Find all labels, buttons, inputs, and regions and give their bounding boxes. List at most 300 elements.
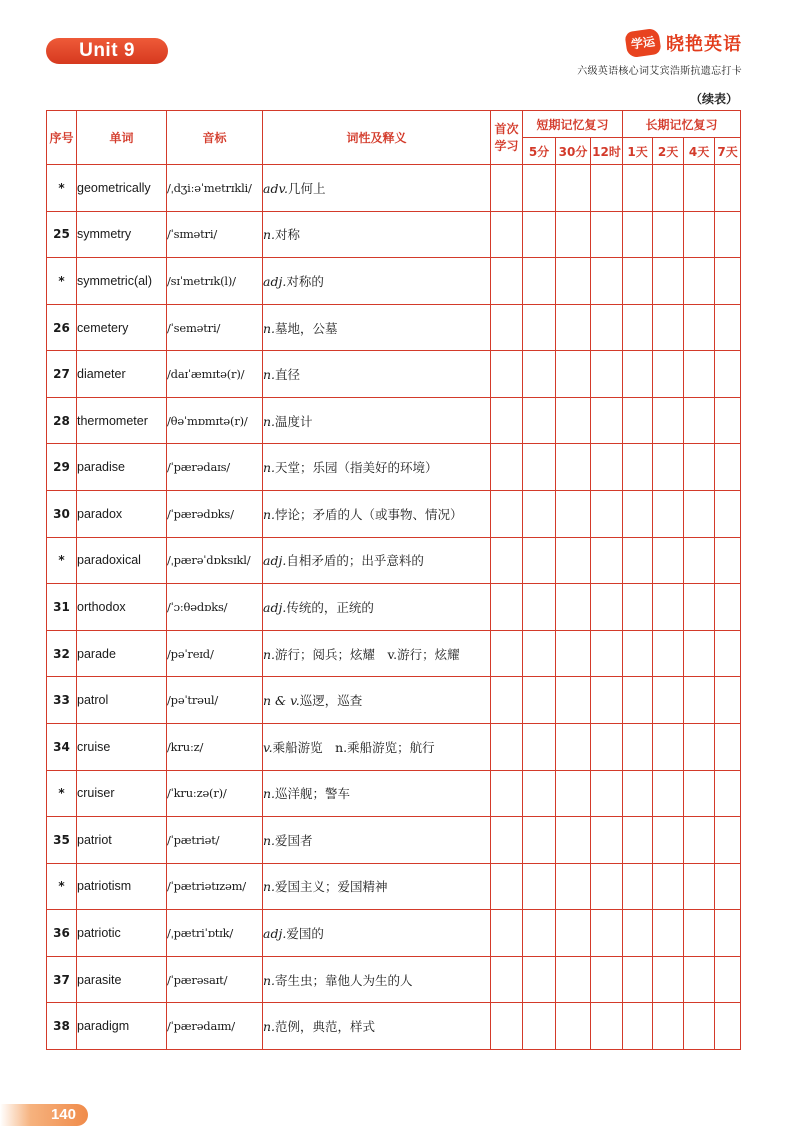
5min-checkbox[interactable] xyxy=(523,677,556,724)
30min-checkbox[interactable] xyxy=(556,770,591,817)
7day-checkbox[interactable] xyxy=(715,817,741,864)
4day-checkbox[interactable] xyxy=(684,584,715,631)
header-5min: 5分 xyxy=(523,138,556,165)
meaning-cell xyxy=(263,677,491,724)
7day-checkbox[interactable] xyxy=(715,770,741,817)
7day-checkbox[interactable] xyxy=(715,1003,741,1050)
5min-checkbox[interactable] xyxy=(523,956,556,1003)
table-row xyxy=(47,351,741,398)
table-row xyxy=(47,444,741,491)
first-study-checkbox[interactable] xyxy=(491,1003,523,1050)
1day-checkbox[interactable] xyxy=(623,770,653,817)
1day-checkbox[interactable] xyxy=(623,258,653,305)
phonetic-cell: /ˈsɪmətri/ xyxy=(167,211,263,258)
12h-checkbox[interactable] xyxy=(591,956,623,1003)
4day-checkbox[interactable] xyxy=(684,444,715,491)
12h-checkbox[interactable] xyxy=(591,537,623,584)
4day-checkbox[interactable] xyxy=(684,677,715,724)
header-first-study: 首次学习 xyxy=(491,111,523,165)
phonetic-cell: /ˈkruːzə(r)/ xyxy=(167,770,263,817)
word-cell: thermometer xyxy=(77,397,167,444)
meaning-cell xyxy=(263,258,491,305)
part-of-speech: n. xyxy=(263,320,276,336)
first-study-checkbox[interactable] xyxy=(491,491,523,538)
5min-checkbox[interactable] xyxy=(523,351,556,398)
5min-checkbox[interactable] xyxy=(523,770,556,817)
1day-checkbox[interactable] xyxy=(623,537,653,584)
definition-text: 乘船游览 n.乘船游览；航行 xyxy=(272,739,435,755)
first-study-checkbox[interactable] xyxy=(491,817,523,864)
table-row xyxy=(47,397,741,444)
meaning-cell xyxy=(263,211,491,258)
5min-checkbox[interactable] xyxy=(523,1003,556,1050)
2day-checkbox[interactable] xyxy=(653,397,684,444)
phonetic-cell: /ˌdʒiːəˈmetrɪkli/ xyxy=(167,165,263,212)
2day-checkbox[interactable] xyxy=(653,910,684,957)
part-of-speech: n. xyxy=(263,879,276,895)
30min-checkbox[interactable] xyxy=(556,491,591,538)
row-number: 26 xyxy=(47,304,77,351)
part-of-speech: n. xyxy=(263,646,276,662)
7day-checkbox[interactable] xyxy=(715,723,741,770)
phonetic-cell: /θəˈmɒmɪtə(r)/ xyxy=(167,397,263,444)
phonetic-cell: /ˈɔːθədɒks/ xyxy=(167,584,263,631)
meaning-cell xyxy=(263,165,491,212)
7day-checkbox[interactable] xyxy=(715,211,741,258)
header-30min: 30分 xyxy=(556,138,591,165)
30min-checkbox[interactable] xyxy=(556,444,591,491)
part-of-speech: adj. xyxy=(263,553,287,569)
7day-checkbox[interactable] xyxy=(715,863,741,910)
phonetic-cell: /ˈpætriət/ xyxy=(167,817,263,864)
table-row xyxy=(47,956,741,1003)
table-row xyxy=(47,165,741,212)
12h-checkbox[interactable] xyxy=(591,304,623,351)
2day-checkbox[interactable] xyxy=(653,956,684,1003)
phonetic-cell: /sɪˈmetrɪk(l)/ xyxy=(167,258,263,305)
row-number: 27 xyxy=(47,351,77,398)
part-of-speech: n. xyxy=(263,367,276,383)
word-cell: patrol xyxy=(77,677,167,724)
7day-checkbox[interactable] xyxy=(715,351,741,398)
7day-checkbox[interactable] xyxy=(715,677,741,724)
first-study-checkbox[interactable] xyxy=(491,397,523,444)
vocab-table xyxy=(46,110,741,1050)
first-study-checkbox[interactable] xyxy=(491,723,523,770)
definition-text: 对称 xyxy=(275,227,301,243)
part-of-speech: adv. xyxy=(263,180,289,196)
12h-checkbox[interactable] xyxy=(591,444,623,491)
first-study-checkbox[interactable] xyxy=(491,444,523,491)
30min-checkbox[interactable] xyxy=(556,677,591,724)
table-row xyxy=(47,863,741,910)
part-of-speech: n. xyxy=(263,972,276,988)
1day-checkbox[interactable] xyxy=(623,584,653,631)
table-row xyxy=(47,211,741,258)
definition-text: 直径 xyxy=(275,367,301,383)
5min-checkbox[interactable] xyxy=(523,444,556,491)
meaning-cell xyxy=(263,770,491,817)
30min-checkbox[interactable] xyxy=(556,956,591,1003)
header-2day: 2天 xyxy=(653,138,684,165)
5min-checkbox[interactable] xyxy=(523,211,556,258)
30min-checkbox[interactable] xyxy=(556,304,591,351)
definition-text: 爱国的 xyxy=(286,926,324,942)
vocab-body xyxy=(47,165,741,1050)
row-number: * xyxy=(47,863,77,910)
word-cell: symmetric(al) xyxy=(77,258,167,305)
row-number: 28 xyxy=(47,397,77,444)
4day-checkbox[interactable] xyxy=(684,630,715,677)
first-study-checkbox[interactable] xyxy=(491,770,523,817)
definition-text: 几何上 xyxy=(288,180,326,196)
2day-checkbox[interactable] xyxy=(653,444,684,491)
2day-checkbox[interactable] xyxy=(653,537,684,584)
30min-checkbox[interactable] xyxy=(556,910,591,957)
30min-checkbox[interactable] xyxy=(556,351,591,398)
first-study-checkbox[interactable] xyxy=(491,304,523,351)
first-study-checkbox[interactable] xyxy=(491,910,523,957)
4day-checkbox[interactable] xyxy=(684,956,715,1003)
word-cell: orthodox xyxy=(77,584,167,631)
row-number: 36 xyxy=(47,910,77,957)
30min-checkbox[interactable] xyxy=(556,817,591,864)
meaning-cell xyxy=(263,863,491,910)
12h-checkbox[interactable] xyxy=(591,211,623,258)
first-study-checkbox[interactable] xyxy=(491,677,523,724)
meaning-cell xyxy=(263,584,491,631)
row-number: * xyxy=(47,258,77,305)
header-index: 序号 xyxy=(47,111,77,165)
4day-checkbox[interactable] xyxy=(684,258,715,305)
30min-checkbox[interactable] xyxy=(556,397,591,444)
5min-checkbox[interactable] xyxy=(523,863,556,910)
7day-checkbox[interactable] xyxy=(715,910,741,957)
table-row xyxy=(47,1003,741,1050)
1day-checkbox[interactable] xyxy=(623,351,653,398)
word-cell: paradoxical xyxy=(77,537,167,584)
5min-checkbox[interactable] xyxy=(523,491,556,538)
first-study-checkbox[interactable] xyxy=(491,863,523,910)
7day-checkbox[interactable] xyxy=(715,304,741,351)
7day-checkbox[interactable] xyxy=(715,397,741,444)
1day-checkbox[interactable] xyxy=(623,630,653,677)
1day-checkbox[interactable] xyxy=(623,863,653,910)
4day-checkbox[interactable] xyxy=(684,817,715,864)
30min-checkbox[interactable] xyxy=(556,211,591,258)
row-number: 38 xyxy=(47,1003,77,1050)
meaning-cell xyxy=(263,630,491,677)
row-number: * xyxy=(47,770,77,817)
2day-checkbox[interactable] xyxy=(653,304,684,351)
4day-checkbox[interactable] xyxy=(684,863,715,910)
part-of-speech: v. xyxy=(263,739,273,755)
part-of-speech: adj. xyxy=(263,273,287,289)
definition-text: 游行；阅兵；炫耀 v.游行；炫耀 xyxy=(275,646,460,662)
5min-checkbox[interactable] xyxy=(523,304,556,351)
header-short-review: 短期记忆复习 xyxy=(523,111,623,138)
2day-checkbox[interactable] xyxy=(653,630,684,677)
30min-checkbox[interactable] xyxy=(556,723,591,770)
part-of-speech: n. xyxy=(263,227,276,243)
first-study-checkbox[interactable] xyxy=(491,351,523,398)
12h-checkbox[interactable] xyxy=(591,630,623,677)
table-row xyxy=(47,910,741,957)
phonetic-cell: /pəˈtrəul/ xyxy=(167,677,263,724)
definition-text: 巡逻，巡查 xyxy=(299,693,363,709)
5min-checkbox[interactable] xyxy=(523,397,556,444)
table-row xyxy=(47,491,741,538)
word-cell: parasite xyxy=(77,956,167,1003)
word-cell: patriotic xyxy=(77,910,167,957)
5min-checkbox[interactable] xyxy=(523,165,556,212)
header-word: 单词 xyxy=(77,111,167,165)
5min-checkbox[interactable] xyxy=(523,537,556,584)
meaning-cell xyxy=(263,817,491,864)
header-1day: 1天 xyxy=(623,138,653,165)
12h-checkbox[interactable] xyxy=(591,723,623,770)
brand-subtitle: 六级英语核心词艾宾浩斯抗遗忘打卡 xyxy=(577,66,742,77)
word-cell: parade xyxy=(77,630,167,677)
30min-checkbox[interactable] xyxy=(556,537,591,584)
4day-checkbox[interactable] xyxy=(684,491,715,538)
12h-checkbox[interactable] xyxy=(591,491,623,538)
page-number: 140 xyxy=(0,1104,88,1126)
table-row xyxy=(47,304,741,351)
30min-checkbox[interactable] xyxy=(556,165,591,212)
continued-label: （续表） xyxy=(689,92,738,106)
1day-checkbox[interactable] xyxy=(623,491,653,538)
brand-name: 晓艳英语 xyxy=(666,34,742,55)
table-row xyxy=(47,723,741,770)
part-of-speech: n. xyxy=(263,413,276,429)
part-of-speech: adj. xyxy=(263,599,287,615)
table-row xyxy=(47,258,741,305)
12h-checkbox[interactable] xyxy=(591,584,623,631)
first-study-checkbox[interactable] xyxy=(491,258,523,305)
4day-checkbox[interactable] xyxy=(684,910,715,957)
12h-checkbox[interactable] xyxy=(591,770,623,817)
2day-checkbox[interactable] xyxy=(653,723,684,770)
table-row xyxy=(47,817,741,864)
part-of-speech: n. xyxy=(263,460,276,476)
meaning-cell xyxy=(263,723,491,770)
header-12h: 12时 xyxy=(591,138,623,165)
word-cell: cruise xyxy=(77,723,167,770)
12h-checkbox[interactable] xyxy=(591,910,623,957)
12h-checkbox[interactable] xyxy=(591,397,623,444)
7day-checkbox[interactable] xyxy=(715,584,741,631)
row-number: 33 xyxy=(47,677,77,724)
1day-checkbox[interactable] xyxy=(623,677,653,724)
7day-checkbox[interactable] xyxy=(715,444,741,491)
meaning-cell xyxy=(263,537,491,584)
7day-checkbox[interactable] xyxy=(715,165,741,212)
2day-checkbox[interactable] xyxy=(653,351,684,398)
word-cell: paradox xyxy=(77,491,167,538)
1day-checkbox[interactable] xyxy=(623,165,653,212)
5min-checkbox[interactable] xyxy=(523,910,556,957)
12h-checkbox[interactable] xyxy=(591,165,623,212)
row-number: 37 xyxy=(47,956,77,1003)
table-row xyxy=(47,537,741,584)
4day-checkbox[interactable] xyxy=(684,1003,715,1050)
12h-checkbox[interactable] xyxy=(591,351,623,398)
definition-text: 对称的 xyxy=(286,273,324,289)
2day-checkbox[interactable] xyxy=(653,211,684,258)
phonetic-cell: /ˈpærədɒks/ xyxy=(167,491,263,538)
first-study-checkbox[interactable] xyxy=(491,537,523,584)
part-of-speech: n & v. xyxy=(263,693,300,709)
header-phonetic: 音标 xyxy=(167,111,263,165)
definition-text: 寄生虫；靠他人为生的人 xyxy=(275,972,413,988)
1day-checkbox[interactable] xyxy=(623,444,653,491)
2day-checkbox[interactable] xyxy=(653,817,684,864)
4day-checkbox[interactable] xyxy=(684,723,715,770)
definition-text: 悖论；矛盾的人（或事物、情况） xyxy=(275,506,463,522)
meaning-cell xyxy=(263,956,491,1003)
meaning-cell xyxy=(263,910,491,957)
row-number: 29 xyxy=(47,444,77,491)
meaning-cell xyxy=(263,304,491,351)
row-number: 35 xyxy=(47,817,77,864)
1day-checkbox[interactable] xyxy=(623,817,653,864)
4day-checkbox[interactable] xyxy=(684,165,715,212)
first-study-checkbox[interactable] xyxy=(491,584,523,631)
phonetic-cell: /daɪˈæmɪtə(r)/ xyxy=(167,351,263,398)
phonetic-cell: /ˈpætriətɪzəm/ xyxy=(167,863,263,910)
table-row xyxy=(47,677,741,724)
2day-checkbox[interactable] xyxy=(653,258,684,305)
4day-checkbox[interactable] xyxy=(684,304,715,351)
definition-text: 范例，典范，样式 xyxy=(275,1019,376,1035)
meaning-cell xyxy=(263,491,491,538)
definition-text: 自相矛盾的；出乎意料的 xyxy=(286,553,424,569)
word-cell: patriotism xyxy=(77,863,167,910)
row-number: 25 xyxy=(47,211,77,258)
2day-checkbox[interactable] xyxy=(653,863,684,910)
4day-checkbox[interactable] xyxy=(684,351,715,398)
first-study-checkbox[interactable] xyxy=(491,630,523,677)
header-meaning: 词性及释义 xyxy=(263,111,491,165)
word-cell: patriot xyxy=(77,817,167,864)
2day-checkbox[interactable] xyxy=(653,770,684,817)
row-number: 32 xyxy=(47,630,77,677)
row-number: * xyxy=(47,537,77,584)
part-of-speech: n. xyxy=(263,832,276,848)
phonetic-cell: /ˌpærəˈdɒksɪkl/ xyxy=(167,537,263,584)
table-row xyxy=(47,584,741,631)
part-of-speech: n. xyxy=(263,1019,276,1035)
1day-checkbox[interactable] xyxy=(623,304,653,351)
row-number: 34 xyxy=(47,723,77,770)
4day-checkbox[interactable] xyxy=(684,537,715,584)
12h-checkbox[interactable] xyxy=(591,677,623,724)
phonetic-cell: /kruːz/ xyxy=(167,723,263,770)
row-number: 31 xyxy=(47,584,77,631)
30min-checkbox[interactable] xyxy=(556,584,591,631)
word-cell: cemetery xyxy=(77,304,167,351)
row-number: * xyxy=(47,165,77,212)
brand xyxy=(626,30,742,56)
first-study-checkbox[interactable] xyxy=(491,165,523,212)
phonetic-cell: /ˈsemətri/ xyxy=(167,304,263,351)
1day-checkbox[interactable] xyxy=(623,910,653,957)
5min-checkbox[interactable] xyxy=(523,584,556,631)
part-of-speech: n. xyxy=(263,786,276,802)
7day-checkbox[interactable] xyxy=(715,258,741,305)
header-7day: 7天 xyxy=(715,138,741,165)
7day-checkbox[interactable] xyxy=(715,537,741,584)
5min-checkbox[interactable] xyxy=(523,258,556,305)
12h-checkbox[interactable] xyxy=(591,258,623,305)
12h-checkbox[interactable] xyxy=(591,1003,623,1050)
30min-checkbox[interactable] xyxy=(556,863,591,910)
7day-checkbox[interactable] xyxy=(715,956,741,1003)
header-4day: 4天 xyxy=(684,138,715,165)
30min-checkbox[interactable] xyxy=(556,258,591,305)
5min-checkbox[interactable] xyxy=(523,630,556,677)
definition-text: 墓地，公墓 xyxy=(275,320,338,336)
12h-checkbox[interactable] xyxy=(591,863,623,910)
definition-text: 天堂；乐园（指美好的环境） xyxy=(275,460,438,476)
7day-checkbox[interactable] xyxy=(715,630,741,677)
4day-checkbox[interactable] xyxy=(684,770,715,817)
phonetic-cell: /ˌpætriˈɒtɪk/ xyxy=(167,910,263,957)
table-row xyxy=(47,630,741,677)
1day-checkbox[interactable] xyxy=(623,397,653,444)
1day-checkbox[interactable] xyxy=(623,1003,653,1050)
30min-checkbox[interactable] xyxy=(556,630,591,677)
meaning-cell xyxy=(263,397,491,444)
2day-checkbox[interactable] xyxy=(653,491,684,538)
definition-text: 爱国主义；爱国精神 xyxy=(275,879,388,895)
2day-checkbox[interactable] xyxy=(653,584,684,631)
word-cell: paradigm xyxy=(77,1003,167,1050)
2day-checkbox[interactable] xyxy=(653,677,684,724)
word-cell: symmetry xyxy=(77,211,167,258)
definition-text: 传统的，正统的 xyxy=(286,599,374,615)
meaning-cell xyxy=(263,444,491,491)
first-study-checkbox[interactable] xyxy=(491,956,523,1003)
7day-checkbox[interactable] xyxy=(715,491,741,538)
12h-checkbox[interactable] xyxy=(591,817,623,864)
part-of-speech: adj. xyxy=(263,926,287,942)
phonetic-cell: /ˈpærədaɪs/ xyxy=(167,444,263,491)
table-row xyxy=(47,770,741,817)
word-cell: geometrically xyxy=(77,165,167,212)
1day-checkbox[interactable] xyxy=(623,211,653,258)
part-of-speech: n. xyxy=(263,506,276,522)
first-study-checkbox[interactable] xyxy=(491,211,523,258)
2day-checkbox[interactable] xyxy=(653,165,684,212)
5min-checkbox[interactable] xyxy=(523,723,556,770)
1day-checkbox[interactable] xyxy=(623,956,653,1003)
30min-checkbox[interactable] xyxy=(556,1003,591,1050)
meaning-cell xyxy=(263,1003,491,1050)
word-cell: diameter xyxy=(77,351,167,398)
4day-checkbox[interactable] xyxy=(684,397,715,444)
1day-checkbox[interactable] xyxy=(623,723,653,770)
definition-text: 巡洋舰；警车 xyxy=(275,786,351,802)
5min-checkbox[interactable] xyxy=(523,817,556,864)
word-cell: paradise xyxy=(77,444,167,491)
4day-checkbox[interactable] xyxy=(684,211,715,258)
phonetic-cell: /ˈpærədaɪm/ xyxy=(167,1003,263,1050)
2day-checkbox[interactable] xyxy=(653,1003,684,1050)
meaning-cell xyxy=(263,351,491,398)
word-cell: cruiser xyxy=(77,770,167,817)
